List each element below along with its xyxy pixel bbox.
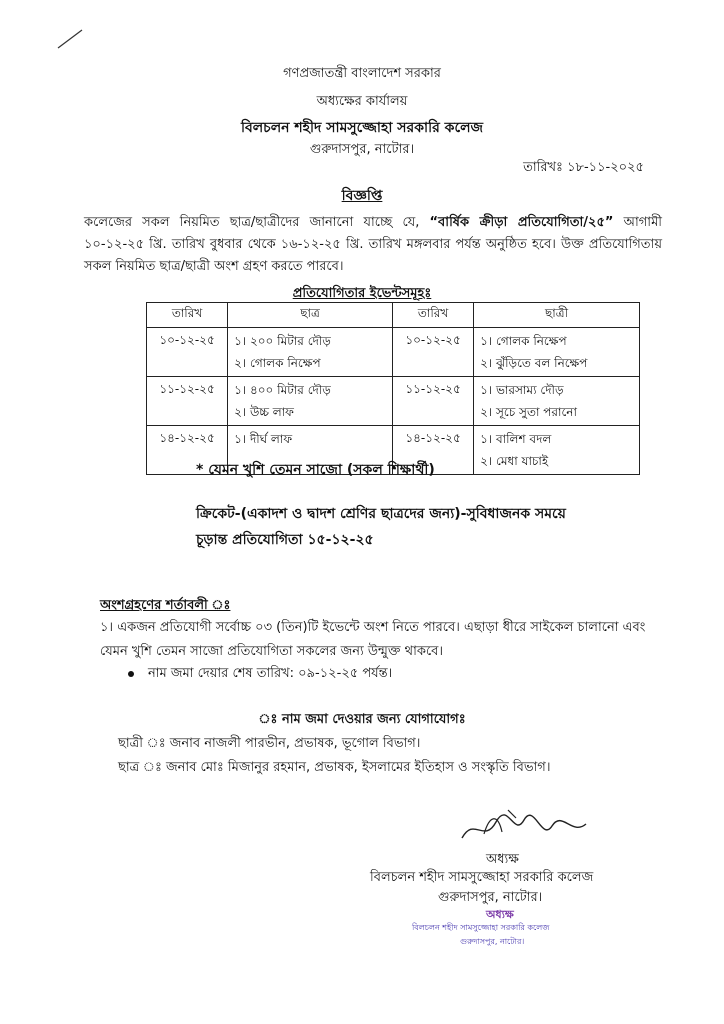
stamp-college: বিলচলন শহীদ সামসুজ্জোহা সরকারি কলেজ — [412, 923, 550, 932]
girls-event: ২। মেধা যাচাই — [480, 454, 549, 468]
notice-date: তারিখঃ ১৮-১১-২০২৫ — [523, 160, 644, 175]
signature-college: বিলচলন শহীদ সামসুজ্জোহা সরকারি কলেজ — [370, 870, 594, 885]
signature-scribble — [454, 808, 594, 852]
girls-event: ১। গোলক নিক্ষেপ — [480, 334, 567, 348]
header-address: গুরুদাসপুর, নাটোর। — [309, 142, 415, 157]
boys-event: ২। উচ্চ লাফ — [234, 405, 294, 419]
signature-title: অধ্যক্ষ — [486, 852, 519, 867]
row-girls-events — [474, 328, 640, 377]
header-date-boys: তারিখ — [147, 303, 228, 328]
header-office: অধ্যক্ষের কার্যালয় — [316, 94, 408, 109]
cricket-line: ক্রিকেট-(একাদশ ও দ্বাদশ শ্রেণির ছাত্রদের জন্য)-সুবিধাজনক সময়ে — [196, 506, 566, 522]
row-boys-events — [228, 377, 393, 426]
signature-address: গুরুদাসপুর, নাটোর। — [438, 890, 543, 905]
bullet-dot-icon — [128, 671, 134, 677]
deadline-text: নাম জমা দেয়ার শেষ তারিখ: ০৯-১২-২৫ পর্যন্ত। — [148, 666, 393, 681]
girls-event: ১। ভারসাম্য দৌড় — [480, 383, 564, 397]
notice-paragraph — [84, 212, 662, 278]
header-govt: গণপ্রজাতন্ত্রী বাংলাদেশ সরকার — [283, 66, 441, 81]
contact-male: ছাত্র ঃ জনাব মোঃ মিজানুর রহমান, প্রভাষক, ইসলামের ইতিহাস ও সংস্কৃতি বিভাগ। — [118, 760, 551, 775]
conditions-title: অংশগ্রহণের শর্তাবলী ঃ — [100, 598, 231, 613]
header-college: বিলচলন শহীদ সামসুজ্জোহা সরকারি কলেজ — [240, 120, 484, 136]
header-date-girls: তারিখ — [393, 303, 474, 328]
events-title: প্রতিযোগিতার ইভেন্টসমূহঃ — [292, 286, 432, 301]
paragraph-part1: কলেজের সকল নিয়মিত ছাত্র/ছাত্রীদের জানানো যাচ্ছে যে, — [84, 215, 430, 230]
boys-event: ১। ২০০ মিটার দৌড় — [234, 334, 331, 348]
stamp-address: গুরুদাসপুর, নাটোর। — [460, 937, 525, 946]
stamp-title: অধ্যক্ষ — [486, 908, 514, 921]
deadline-bullet — [128, 664, 392, 685]
row-date-girls: ১০-১২-২৫ — [393, 328, 474, 377]
row-date-boys: ১১-১২-২৫ — [147, 377, 228, 426]
paragraph-part2: আগামী ১০-১২-২৫ খ্রি. তারিখ বুধবার থেকে ১৬-১২-২৫ খ্রি. তারিখ মঙ্গলবার পর্যন্ত অনুষ্ঠিত হবে। উক্ত প্রতিযোগিতায় সকল নিয়মিত ছাত্র/ছাত্রী অংশ গ্রহণ করতে পারবে। — [84, 215, 663, 274]
final-competition: চূড়ান্ত প্রতিযোগিতা ১৫-১২-২৫ — [196, 532, 374, 548]
girls-event: ১। বালিশ বদল — [480, 432, 552, 446]
row-date-boys: ১৪-১২-২৫ — [147, 426, 228, 475]
header-boys: ছাত্র — [228, 303, 393, 328]
contact-title: ঃ নাম জমা দেওয়ার জন্য যোগাযোগঃ — [258, 712, 466, 727]
table-row — [147, 328, 640, 377]
paragraph-highlight: “বার্ষিক ক্রীড়া প্রতিযোগিতা/২৫” — [429, 215, 614, 230]
boys-event: ২। গোলক নিক্ষেপ — [234, 356, 321, 370]
row-date-boys: ১০-১২-২৫ — [147, 328, 228, 377]
header-girls: ছাত্রী — [474, 303, 640, 328]
row-date-girls: ১৪-১২-২৫ — [393, 426, 474, 475]
pen-mark — [56, 28, 86, 50]
boys-event: ১। দীর্ঘ লাফ — [234, 432, 293, 446]
events-table — [146, 302, 640, 475]
row-date-girls: ১১-১২-২৫ — [393, 377, 474, 426]
table-header-row — [147, 303, 640, 328]
costume-note: * যেমন খুশি তেমন সাজো (সকল শিক্ষার্থী) — [196, 462, 435, 478]
row-boys-events — [228, 328, 393, 377]
contact-female: ছাত্রী ঃ জনাব নাজলী পারভীন, প্রভাষক, ভূগোল বিভাগ। — [118, 736, 421, 751]
girls-event: ২। ঝুঁড়িতে বল নিক্ষেপ — [480, 356, 588, 370]
boys-event: ১। ৪০০ মিটার দৌড় — [234, 383, 331, 397]
row-girls-events — [474, 426, 640, 475]
table-row — [147, 377, 640, 426]
notice-title: বিজ্ঞপ্তি — [341, 188, 383, 204]
conditions-text: ১। একজন প্রতিযোগী সর্বোচ্চ ০৩ (তিন)টি ইভেন্টে অংশ নিতে পারবে। এছাড়া ধীরে সাইকেল চালানো এবং যেমন খুশি তেমন সাজো প্রতিযোগিতা সকলের জন্য উন্মুক্ত থাকবে। — [100, 620, 646, 659]
row-girls-events — [474, 377, 640, 426]
girls-event: ২। সূচে সুতা পরানো — [480, 405, 577, 419]
